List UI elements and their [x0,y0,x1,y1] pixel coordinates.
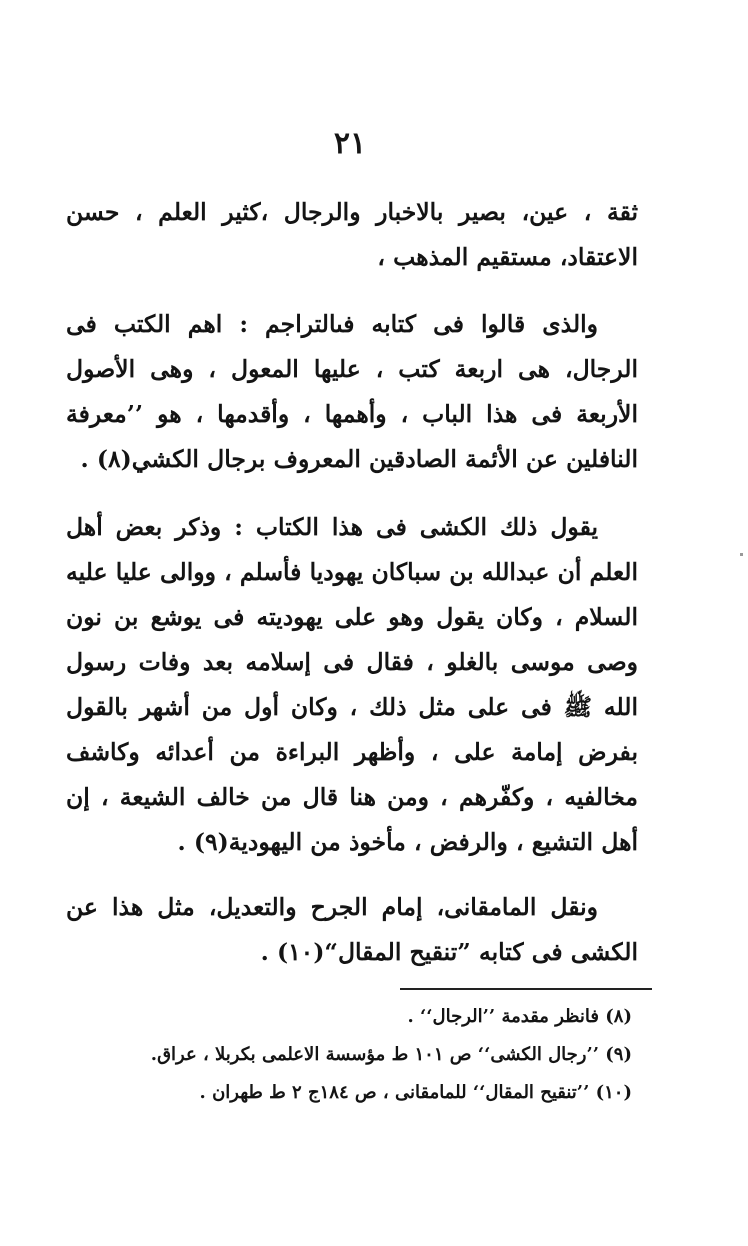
page-number: ٢١ [333,126,367,161]
footnote-8: (٨) فانظر مقدمة ’’الرجال‘‘ . [407,1006,632,1027]
scan-speck [740,553,743,556]
paragraph-3-text: يقول ذلك الكشى فى هذا الكتاب : وذكر بعض أهل العلم أن عبدالله بن سباكان يهوديا فأسلم ، ووالى عليا عليه السلام ، وكان يقول وهو على يهوديته فى يوشع بن نون وصى موسى بالغلو ، فقال فى إسلامه بعد وفات رسول الله ﷺ فى على مثل ذلك ، وكان أول من أشهر بالقول بفرض إمامة على ، وأظهر البراءة من أعدائه وكاشف مخالفيه ، وكفّرهم ، ومن هنا قال من خالف الشيعة ، إن أهل التشيع ، والرفض ، مأخوذ من اليهودية(٩) . [66,513,638,856]
paragraph-4-text: ونقل المامقانى، إمام الجرح والتعديل، مثل هذا عن الكشى فى كتابه ”تنقيح المقال“(١٠) . [66,893,638,966]
footnotes [60,998,638,1112]
paragraph-4 [66,885,638,975]
footnote-9: (٩) ’’رجال الكشى‘‘ ص ١٠١ ط مؤسسة الاعلمى بكربلا ، عراق. [150,1044,632,1065]
paragraph-1-text: ثقة ، عين، بصير بالاخبار والرجال ،كثير العلم ، حسن الاعتقاد، مستقيم المذهب ، [66,198,638,271]
paragraph-1 [66,190,638,280]
footnote-10: (١٠) ’’تنقيح المقال‘‘ للمامقانى ، ص ١٨٤ج ٢ ط طهران . [199,1082,632,1103]
paragraph-2-text: والذى قالوا فى كتابه فىالتراجم : اهم الكتب فى الرجال، هى اربعة كتب ، عليها المعول ، وهى الأصول الأربعة فى هذا الباب ، وأهمها ، وأقدمها ، هو ’’معرفة النافلين عن الأئمة الصادقين المعروف برجال الكشي(٨) . [66,310,638,473]
paragraph-2 [66,302,638,482]
paragraph-3 [66,505,638,865]
footnote-separator [400,988,652,990]
